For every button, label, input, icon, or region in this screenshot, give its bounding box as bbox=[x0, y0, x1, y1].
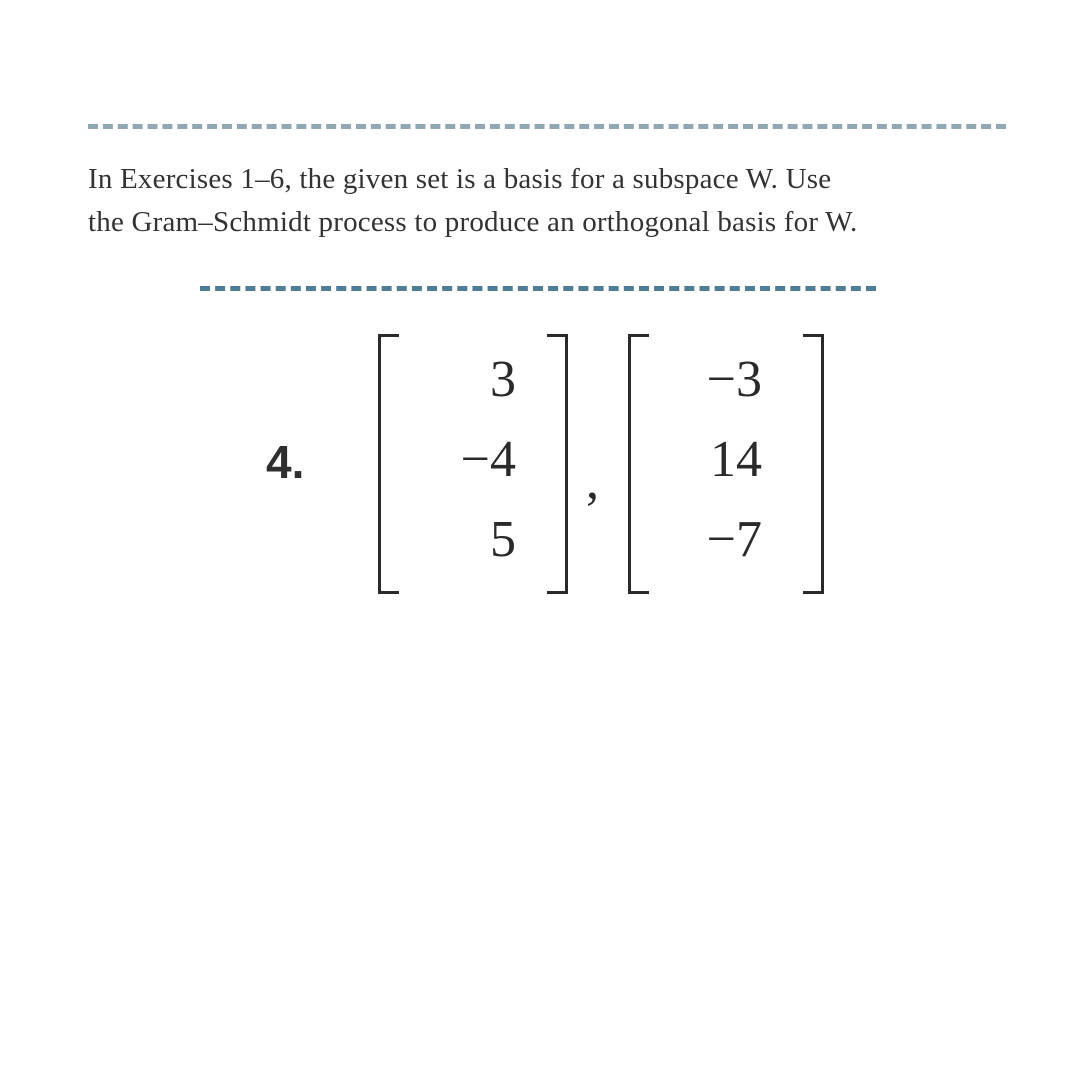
exercise-divider bbox=[200, 286, 876, 291]
exercise-number: 4. bbox=[266, 436, 305, 488]
instructions-line-1: In Exercises 1–6, the given set is a basis for a subspace W. Use bbox=[88, 163, 832, 195]
top-divider bbox=[88, 124, 1006, 129]
instructions-line-2: the Gram–Schmidt process to produce an orthogonal basis for W. bbox=[88, 206, 858, 238]
vector-1-entry-2: −4 bbox=[460, 431, 516, 488]
vector-2-entry-2: 14 bbox=[710, 431, 762, 488]
exercise-instructions bbox=[88, 158, 1018, 244]
vector-1-left-bracket bbox=[378, 334, 399, 594]
vector-1-entries bbox=[400, 340, 546, 580]
vector-2-left-bracket bbox=[628, 334, 649, 594]
vector-1-entry-3: 5 bbox=[490, 511, 516, 568]
vector-2-entry-1: −3 bbox=[706, 351, 762, 408]
vector-2-right-bracket bbox=[803, 334, 824, 594]
vector-1-right-bracket bbox=[547, 334, 568, 594]
vector-1 bbox=[378, 334, 568, 590]
vector-2-entry-3: −7 bbox=[706, 511, 762, 568]
vector-2-entries bbox=[650, 340, 802, 580]
vector-separator: , bbox=[586, 453, 599, 510]
vector-2 bbox=[628, 334, 824, 590]
vector-1-entry-1: 3 bbox=[490, 351, 516, 408]
